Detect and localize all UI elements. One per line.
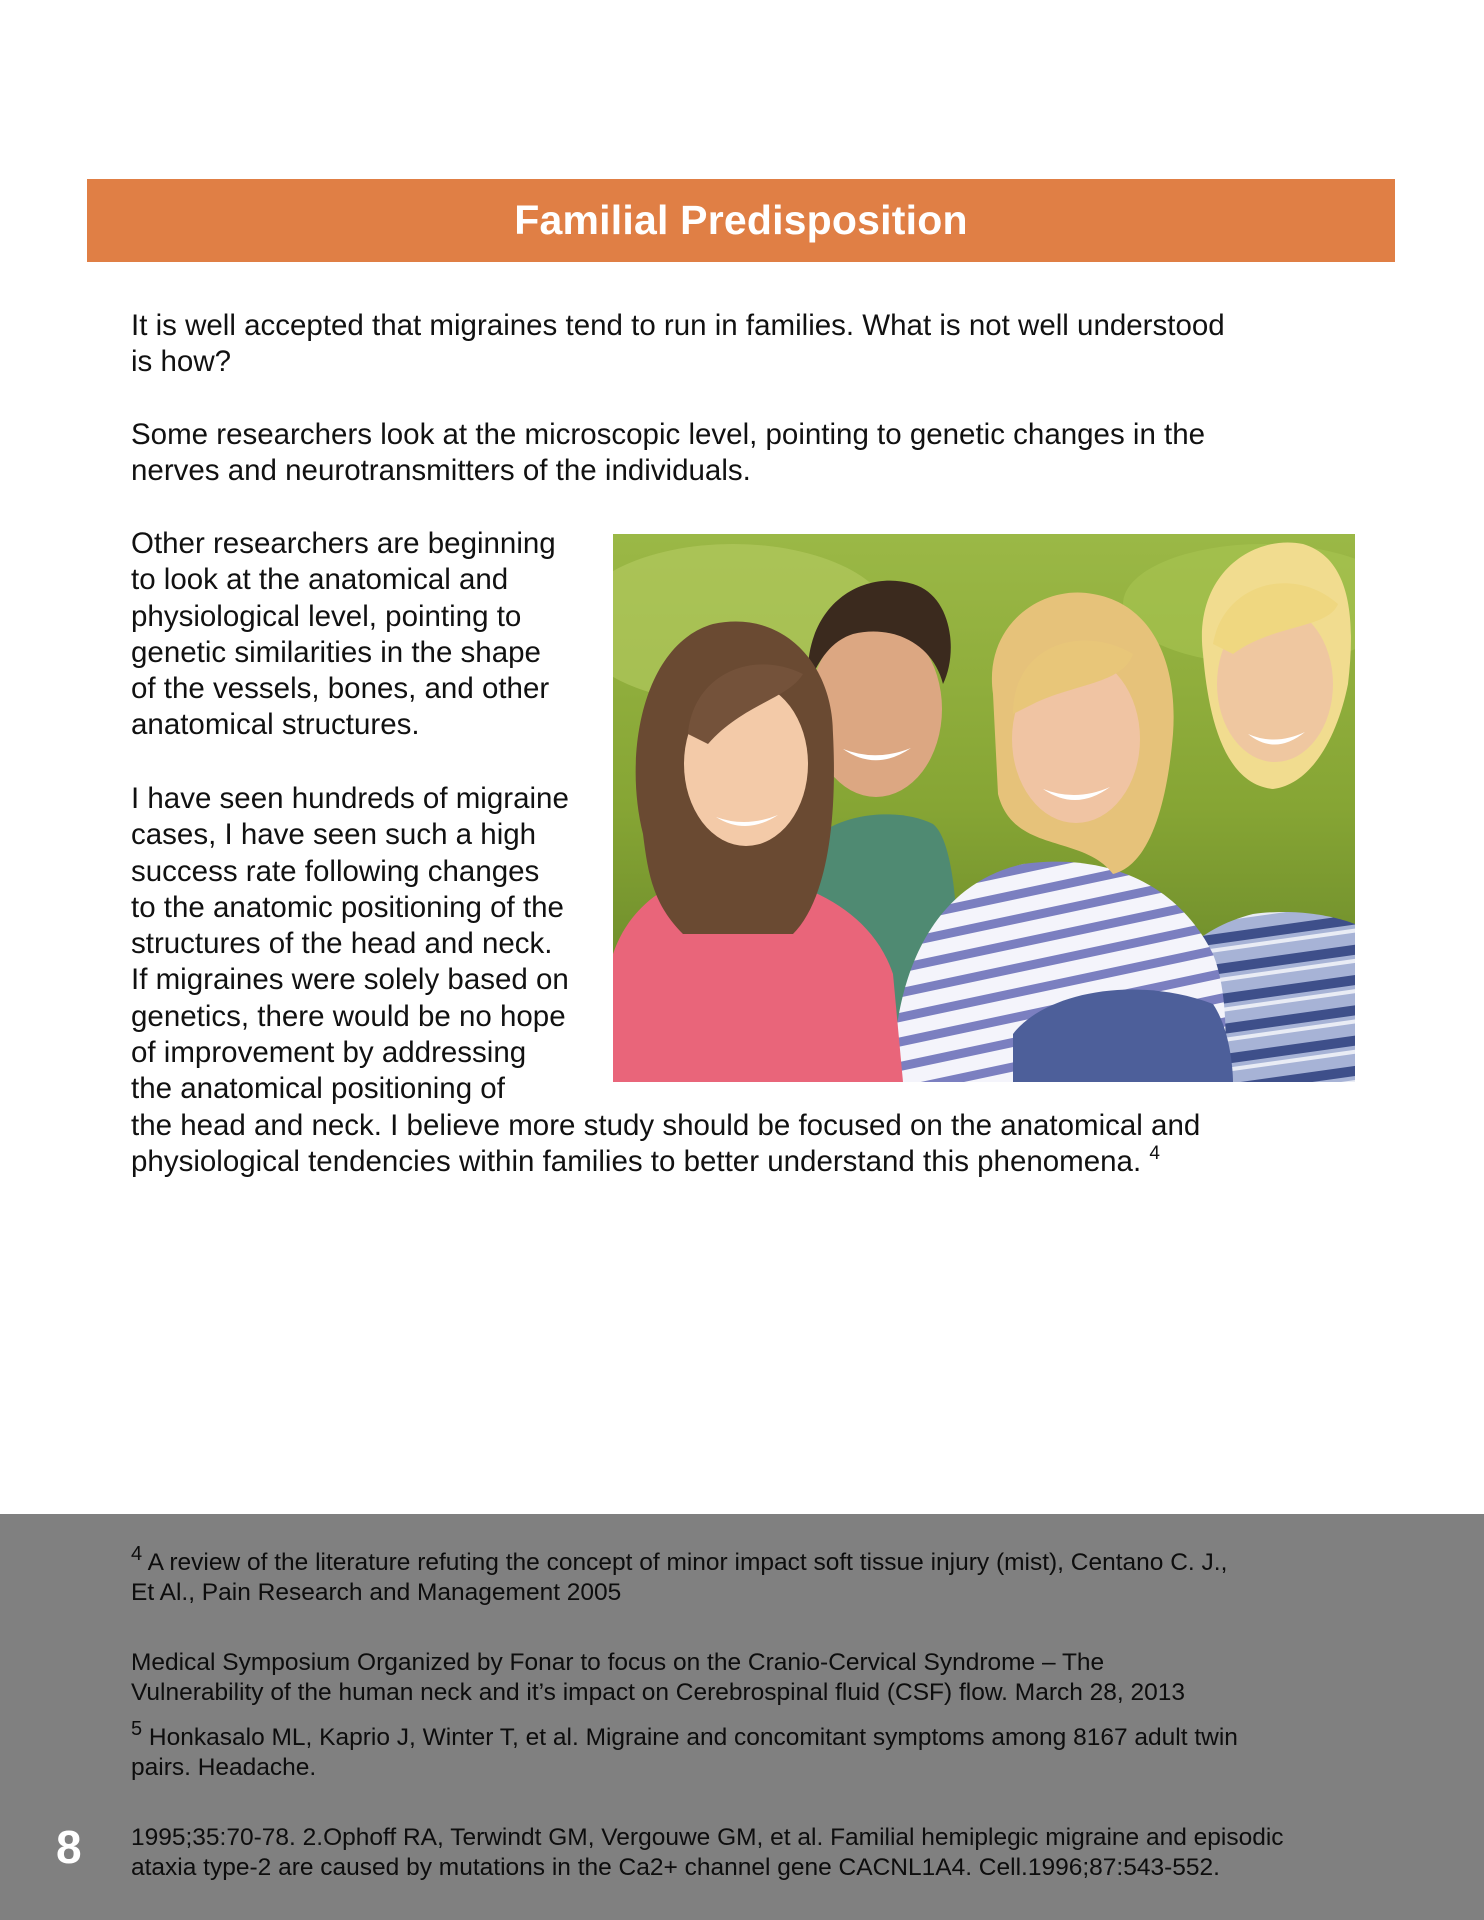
text-line: If migraines were solely based on [131,963,569,997]
footnote-line: Vulnerability of the human neck and it’s impact on Cerebrospinal fluid (CSF) flow. March 28, 2013 [131,1679,1186,1706]
text-line-content: physiological tendencies within families to better understand this phenomena. [131,1144,1150,1178]
footnote-text: Honkasalo ML, Kaprio J, Winter T, et al. Migraine and concomitant symptoms among 8167 adult twin [142,1724,1238,1751]
text-line: anatomical structures. [131,708,420,742]
footnote-reference: 4 [1149,1142,1160,1164]
text-line: Some researchers look at the microscopic level, pointing to genetic changes in the [131,418,1206,451]
page-number: 8 [56,1821,82,1873]
text-line: structures of the head and neck. [131,927,553,961]
family-photo-illustration [613,534,1355,1082]
footnote-line: ataxia type-2 are caused by mutations in the Ca2+ channel gene CACNL1A4. Cell.1996;87:543-552. [131,1854,1220,1881]
text-line: to look at the anatomical and [131,563,509,597]
footnote-marker: 4 [131,1543,143,1565]
text-line: physiological level, pointing to [131,599,522,633]
text-line: I have seen hundreds of migraine [131,782,569,815]
family-photo [613,534,1355,1082]
text-line: genetic similarities in the shape [131,635,541,669]
footnote-text: A review of the literature refuting the concept of minor impact soft tissue injury (mist), Centano C. J., [142,1549,1228,1576]
text-line: success rate following changes [131,854,540,888]
page-title: Familial Predisposition [514,197,968,243]
footnote-symposium [131,1648,1381,1708]
text-line: It is well accepted that migraines tend to run in families. What is not well understood [131,309,1225,342]
text-line: genetics, there would be no hope [131,999,566,1033]
text-line: of the vessels, bones, and other [131,672,550,706]
footnote-line: Medical Symposium Organized by Fonar to focus on the Cranio-Cervical Syndrome – The [131,1649,1105,1676]
footnote-5 [131,1718,1381,1783]
text-line: of improvement by addressing [131,1036,527,1070]
footnote-line: Et Al., Pain Research and Management 2005 [131,1579,622,1606]
paragraph-intro [131,308,1331,381]
footnote-marker: 5 [131,1718,143,1740]
footnote-line: 1995;35:70-78. 2.Ophoff RA, Terwindt GM, Vergouwe GM, et al. Familial hemiplegic migraine and episodic [131,1824,1284,1851]
title-banner [87,179,1395,262]
text-line: is how? [131,345,232,379]
text-line: to the anatomic positioning of the [131,890,564,924]
footnotes-panel [0,1514,1484,1920]
text-line: Other researchers are beginning [131,527,556,560]
text-line: the anatomical positioning of [131,1072,505,1106]
text-line: nerves and neurotransmitters of the individuals. [131,454,751,488]
footnote-line: pairs. Headache. [131,1754,317,1781]
footnote-line [131,1543,1381,1578]
text-line: cases, I have seen such a high [131,818,537,852]
text-line: the head and neck. I believe more study should be focused on the anatomical and [131,1108,1201,1142]
footnote-ophoff [131,1823,1381,1883]
text-line [131,1144,1331,1180]
footnote-line [131,1718,1381,1753]
paragraph-anatomical [131,526,601,744]
footnote-4 [131,1543,1381,1608]
paragraph-microscopic [131,417,1331,490]
